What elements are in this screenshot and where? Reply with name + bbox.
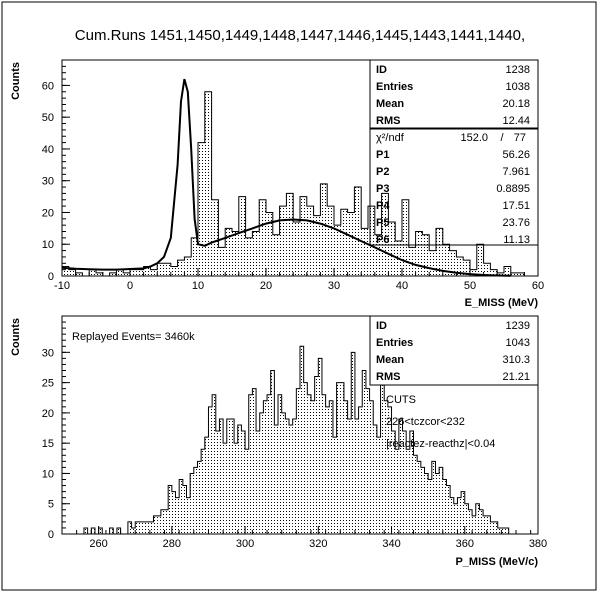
x-tick-label: 30 <box>327 280 341 292</box>
y-tick-label: 5 <box>47 498 54 511</box>
histogram-bar <box>164 263 171 276</box>
fit-param-value: 11.13 <box>503 234 530 246</box>
y-tick-label: 25 <box>41 377 54 390</box>
histogram-bar <box>320 184 327 276</box>
y-tick-label: 10 <box>41 468 54 481</box>
histogram-bar <box>414 455 418 534</box>
histogram-bar <box>348 419 352 534</box>
histogram-bar <box>337 383 341 534</box>
histogram-bar <box>184 257 191 276</box>
stat-label: RMS <box>376 371 401 383</box>
histogram-bar <box>234 443 238 534</box>
histogram-bar <box>429 251 436 276</box>
histogram-bar <box>91 528 95 534</box>
x-tick-label: -10 <box>54 280 70 292</box>
histogram-bar <box>239 197 246 276</box>
stat-label: Mean <box>376 354 405 366</box>
histogram-bar <box>505 528 509 534</box>
histogram-bar <box>117 528 121 534</box>
histogram-bar <box>135 522 139 534</box>
histogram-bar <box>494 522 498 534</box>
stat-label: Entries <box>376 81 414 93</box>
x-tick-label: 40 <box>395 280 409 292</box>
fit-param-label: P5 <box>376 217 390 229</box>
histogram-bar <box>157 516 161 534</box>
stat-value: 21.21 <box>502 371 530 383</box>
histogram-bar <box>273 235 280 276</box>
y-tick-label: 50 <box>41 112 54 125</box>
stat-value: 1038 <box>505 81 530 93</box>
stat-value: 20.18 <box>502 98 530 110</box>
histogram-bar <box>178 260 185 276</box>
histogram-bar <box>154 516 158 534</box>
histogram-bar <box>406 449 410 534</box>
histogram-bar <box>218 247 225 276</box>
histogram-bar <box>409 247 416 276</box>
histogram-bar <box>373 425 377 534</box>
stat-label: ID <box>376 320 387 332</box>
x-tick-label: 50 <box>463 280 477 292</box>
histogram-bar <box>329 401 333 534</box>
histogram-bar <box>443 480 447 535</box>
histogram-bar <box>381 383 385 534</box>
histogram-bar <box>289 425 293 534</box>
histogram-bar <box>128 522 132 534</box>
stat-label: ID <box>376 64 387 76</box>
stat-value: 1043 <box>505 337 530 349</box>
histogram-bar <box>476 504 480 534</box>
histogram-bar <box>230 419 234 534</box>
histogram-bar <box>293 222 300 276</box>
histogram-bar <box>176 498 180 534</box>
y-axis-label: Counts <box>10 62 22 100</box>
fit-param-label: P2 <box>376 166 390 178</box>
histogram-bar <box>241 431 245 534</box>
histogram-bar <box>150 270 157 276</box>
histogram-bar <box>417 461 421 534</box>
x-tick-label: 60 <box>531 280 545 292</box>
histogram-bar <box>263 401 267 534</box>
y-tick-label: 15 <box>41 438 54 451</box>
histogram-bar <box>307 395 311 534</box>
histogram-bar <box>370 401 374 534</box>
histogram-bar <box>139 522 143 534</box>
histogram-bar <box>424 473 428 534</box>
histogram-bar <box>450 498 454 534</box>
histogram-bar <box>212 200 219 276</box>
fit-param-value: 17.51 <box>502 200 530 212</box>
fit-param-label: P6 <box>376 234 390 246</box>
fit-param-label: P3 <box>376 183 390 195</box>
histogram-bar <box>315 377 319 534</box>
fit-param-value: 0.8895 <box>496 183 530 195</box>
histogram-bar <box>498 528 502 534</box>
histogram-bar <box>256 431 260 534</box>
y-tick-label: 40 <box>41 143 54 156</box>
histogram-bar <box>402 200 409 276</box>
stat-label: Mean <box>376 98 405 110</box>
histogram-bar <box>300 346 304 534</box>
histogram-bar <box>146 522 150 534</box>
x-tick-label: 340 <box>382 538 401 550</box>
fit-param-label: P1 <box>376 149 390 161</box>
histogram-bar <box>457 498 461 534</box>
histogram-bar <box>252 232 259 276</box>
histogram-bar <box>143 522 147 534</box>
x-tick-label: 260 <box>89 538 108 550</box>
histogram-bar <box>432 461 436 534</box>
histogram-bar <box>161 510 165 534</box>
histogram-bar <box>368 206 375 276</box>
y-tick-label: 30 <box>41 175 54 188</box>
histogram-bar <box>286 193 293 276</box>
histogram-bar <box>84 528 88 534</box>
histogram-bar <box>395 449 399 534</box>
histogram-bar <box>212 395 216 534</box>
histogram-bar <box>278 395 282 534</box>
histogram-bar <box>501 528 505 534</box>
histogram-bar <box>311 401 315 534</box>
histogram-bar <box>69 270 76 276</box>
histogram-bar <box>326 407 330 534</box>
histogram-bar <box>232 232 239 276</box>
histogram-bar <box>168 486 172 534</box>
stat-value: 310.3 <box>502 354 530 366</box>
cut-line: 226<tczcor<232 <box>386 416 465 428</box>
histogram-bar <box>157 263 164 276</box>
histogram-bar <box>454 504 458 534</box>
histogram-bar <box>361 228 368 276</box>
histogram-bar <box>366 389 370 534</box>
histogram-bar <box>504 266 511 276</box>
y-tick-label: 20 <box>41 407 54 420</box>
histogram-bar <box>252 389 256 534</box>
fit-param-value: 56.26 <box>502 149 530 161</box>
x-tick-label: 0 <box>126 280 134 292</box>
x-tick-label: 20 <box>259 280 273 292</box>
histogram-bar <box>280 206 287 276</box>
histogram-bar <box>285 419 289 534</box>
histogram-bar <box>472 516 476 534</box>
histogram-bar <box>99 528 103 534</box>
fit-param-value: 7.961 <box>502 166 530 178</box>
histogram-bar <box>307 206 314 276</box>
histogram-bar <box>89 270 96 276</box>
histogram-bar <box>468 510 472 534</box>
cut-line: |reactez-reacthz|<0.04 <box>386 438 496 450</box>
chi2-value: 152.0 <box>460 132 488 144</box>
histogram-bar <box>130 270 137 276</box>
histogram-bar <box>300 197 307 276</box>
histogram-bar <box>227 419 231 534</box>
chi2-label: χ²/ndf <box>376 132 404 144</box>
histogram-bar <box>388 222 395 276</box>
histogram-bar <box>132 528 136 534</box>
histogram-bar <box>194 467 198 534</box>
x-tick-label: 380 <box>528 538 548 550</box>
histogram-bar <box>327 206 334 276</box>
histogram-bar <box>465 504 469 534</box>
x-tick-label: 280 <box>162 538 182 550</box>
replayed-events-annotation: Replayed Events= 3460k <box>72 331 195 343</box>
stat-value: 1239 <box>505 320 530 332</box>
fit-param-label: P4 <box>376 200 390 212</box>
histogram-bar <box>205 92 212 276</box>
histogram-bar <box>341 209 348 276</box>
histogram-bar <box>260 413 264 534</box>
histogram-bar <box>116 270 123 276</box>
histogram-bar <box>428 480 432 535</box>
histogram-bar <box>340 383 344 534</box>
y-tick-label: 0 <box>47 529 54 541</box>
fit-param-value: 23.76 <box>502 217 530 229</box>
histogram-bar <box>165 510 169 534</box>
histogram-bar <box>274 425 278 534</box>
histogram-bar <box>201 449 205 534</box>
histogram-bar <box>354 187 361 276</box>
histogram-bar <box>183 486 187 534</box>
histogram-bar <box>137 270 144 276</box>
cut-line: CUTS <box>386 394 416 406</box>
x-tick-label: 300 <box>235 538 255 550</box>
stat-value: 12.44 <box>502 115 530 127</box>
histogram-bar <box>439 467 443 534</box>
histogram-bar <box>296 389 300 534</box>
histogram-bar <box>490 522 494 534</box>
histogram-bar <box>399 419 403 534</box>
histogram-bar <box>216 431 220 534</box>
histogram-bar <box>171 266 178 276</box>
histogram-bar <box>198 143 205 276</box>
x-axis-label: P_MISS (MeV/c) <box>455 556 538 568</box>
histogram-bar <box>359 407 363 534</box>
histogram-bar <box>293 419 297 534</box>
histogram-bar <box>318 358 322 534</box>
histogram-bar <box>238 425 242 534</box>
x-tick-label: 320 <box>309 538 328 550</box>
y-tick-label: 10 <box>41 239 54 252</box>
histogram-bar <box>197 461 201 534</box>
histogram-bar <box>344 401 348 534</box>
histogram-bar <box>355 419 359 534</box>
ndf-value: 77 <box>513 132 526 144</box>
y-tick-label: 20 <box>41 207 54 220</box>
histogram-bar <box>208 407 212 534</box>
histogram-bar <box>150 522 154 534</box>
histogram-bar <box>205 437 209 534</box>
histogram-bar <box>314 216 321 276</box>
histogram-bar <box>362 371 366 535</box>
histogram-bar <box>351 352 355 534</box>
histogram-bar <box>483 516 487 534</box>
stat-label: RMS <box>376 115 401 127</box>
stat-value: 1238 <box>505 64 530 76</box>
x-axis-label: E_MISS (MeV) <box>464 297 538 309</box>
histogram-bar <box>461 492 465 534</box>
figure-title: Cum.Runs 1451,1450,1449,1448,1447,1446,1445,1443,1441,1440, <box>74 27 526 44</box>
y-tick-label: 30 <box>41 347 54 360</box>
x-tick-label: 360 <box>455 538 474 550</box>
histogram-bar <box>479 510 483 534</box>
histogram-bar <box>179 480 183 535</box>
histogram-bar <box>271 371 275 535</box>
histogram-bar <box>322 395 326 534</box>
histogram-bar <box>259 200 266 276</box>
y-axis-label: Counts <box>10 318 22 356</box>
chi2-separator: / <box>500 132 504 144</box>
y-tick-label: 60 <box>41 80 54 93</box>
histogram-bar <box>446 486 450 534</box>
stat-label: Entries <box>376 337 414 349</box>
histogram-bar <box>223 443 227 534</box>
histogram-bar <box>219 419 223 534</box>
x-tick-label: 10 <box>191 280 205 292</box>
histogram-bar <box>304 383 308 534</box>
histogram-bar <box>190 473 194 534</box>
histogram-bar <box>477 244 484 276</box>
histogram-bar <box>172 492 176 534</box>
y-tick-label: 0 <box>47 271 54 283</box>
histogram-bar <box>186 498 190 534</box>
histogram-bar <box>416 232 423 276</box>
histogram-bar <box>246 238 253 276</box>
histogram-bar <box>422 235 429 276</box>
histogram-bar <box>348 212 355 276</box>
histogram-bar <box>435 473 439 534</box>
histogram-bar <box>282 413 286 534</box>
histogram-bar <box>249 395 253 534</box>
histogram-bar <box>334 225 341 276</box>
histogram-bar <box>487 516 491 534</box>
histogram-bar <box>110 528 114 534</box>
histogram-bar <box>377 437 381 534</box>
histogram-bar <box>267 395 271 534</box>
histogram-bar <box>421 467 425 534</box>
histogram-bar <box>333 437 337 534</box>
histogram-bar <box>245 449 249 534</box>
